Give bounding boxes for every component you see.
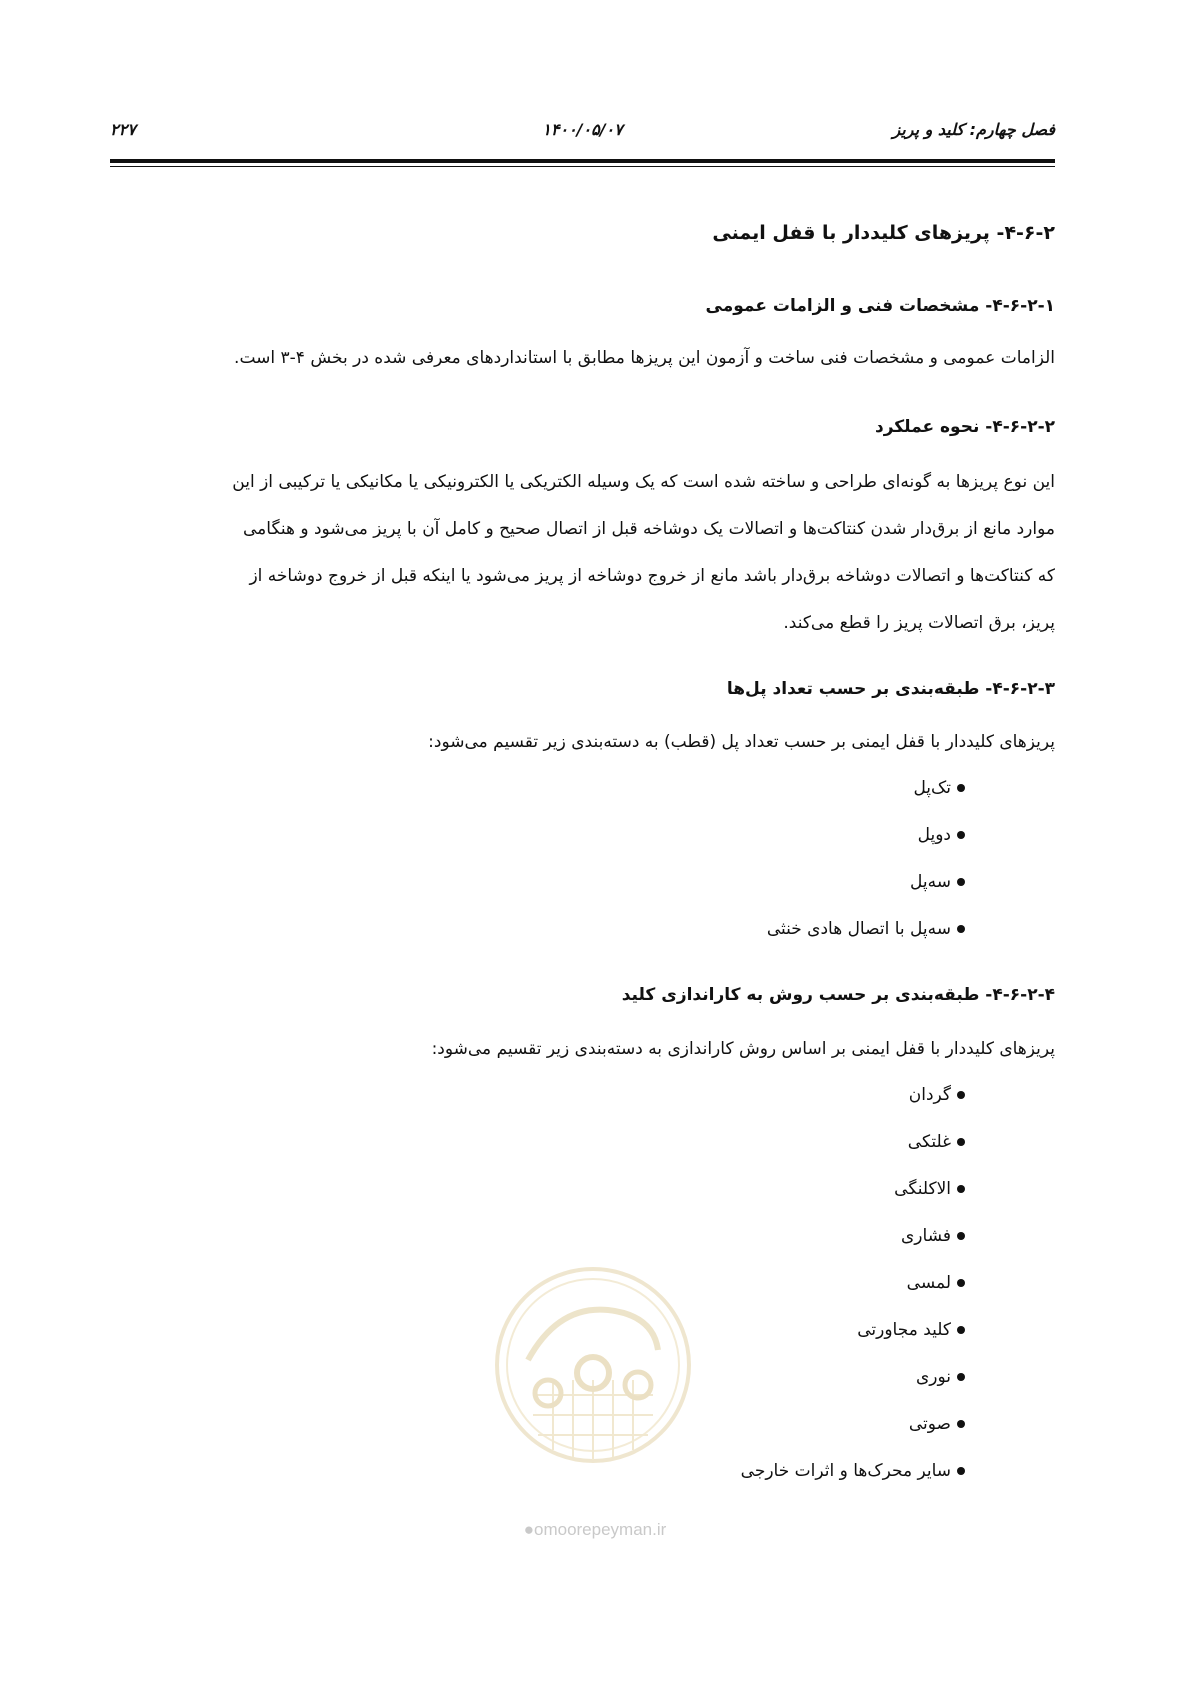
list-item: دوپل bbox=[918, 825, 965, 845]
paragraph-2 bbox=[118, 459, 1055, 647]
section-title: ۴-۶-۲- پریزهای کلیددار با قفل ایمنی bbox=[712, 222, 1055, 244]
bullet-icon bbox=[957, 1185, 965, 1193]
list-item: فشاری bbox=[901, 1226, 965, 1246]
subsection-heading-4: ۴-۶-۲-۴- طبقه‌بندی بر حسب روش به کاراندازی کلید bbox=[621, 985, 1055, 1005]
bullet-icon bbox=[957, 1467, 965, 1475]
header-date: ۱۴۰۰/۰۵/۰۷ bbox=[542, 120, 623, 139]
watermark-logo-icon: ● bbox=[523, 1520, 534, 1539]
list-item: کلید مجاورتی bbox=[857, 1320, 965, 1340]
paragraph-2-line: موارد مانع از برق‌دار شدن کنتاکت‌ها و اتصالات یک دوشاخه قبل از اتصال صحیح و کامل آن با پریز می‌شود و هنگامی bbox=[243, 519, 1055, 539]
watermark-url: ●omoorepeyman.ir bbox=[523, 1520, 667, 1539]
bullet-icon bbox=[957, 1279, 965, 1287]
bullet-icon bbox=[957, 784, 965, 792]
list-item: نوری bbox=[916, 1367, 965, 1387]
bullet-icon bbox=[957, 925, 965, 933]
paragraph-1: الزامات عمومی و مشخصات فنی ساخت و آزمون این پریزها مطابق با استانداردهای معرفی شده در بخش ۴-۳ است. bbox=[234, 348, 1055, 368]
bullet-icon bbox=[957, 1138, 965, 1146]
list-item: غلتکی bbox=[908, 1132, 965, 1152]
paragraph-2-line: این نوع پریزها به گونه‌ای طراحی و ساخته شده است که یک وسیله الکتریکی یا الکترونیکی یا مکانیکی یا ترکیبی از این bbox=[232, 472, 1055, 492]
watermark-seal-icon bbox=[488, 1265, 698, 1465]
bullet-icon bbox=[957, 1373, 965, 1381]
bullet-icon bbox=[957, 1232, 965, 1240]
intro-4: پریزهای کلیددار با قفل ایمنی بر اساس روش کاراندازی به دسته‌بندی زیر تقسیم می‌شود: bbox=[431, 1039, 1055, 1059]
list-item: سه‌پل با اتصال هادی خنثی bbox=[767, 919, 965, 939]
subsection-heading-1: ۴-۶-۲-۱- مشخصات فنی و الزامات عمومی bbox=[705, 296, 1055, 316]
subsection-heading-2: ۴-۶-۲-۲- نحوه عملکرد bbox=[874, 417, 1055, 437]
list-item: سایر محرک‌ها و اثرات خارجی bbox=[741, 1461, 965, 1481]
list-item: سه‌پل bbox=[910, 872, 965, 892]
bullet-icon bbox=[957, 1091, 965, 1099]
list-item: صوتی bbox=[909, 1414, 965, 1434]
paragraph-2-line: پریز، برق اتصالات پریز را قطع می‌کند. bbox=[783, 613, 1055, 633]
bullet-icon bbox=[957, 878, 965, 886]
bullet-icon bbox=[957, 831, 965, 839]
list-item: لمسی bbox=[907, 1273, 965, 1293]
chapter-title: فصل چهارم: کلید و پریز bbox=[892, 120, 1055, 139]
list-item: الاکلنگی bbox=[894, 1179, 965, 1199]
page-number: ۲۲۷ bbox=[110, 120, 136, 139]
intro-3: پریزهای کلیددار با قفل ایمنی بر حسب تعداد پل (قطب) به دسته‌بندی زیر تقسیم می‌شود: bbox=[428, 732, 1055, 752]
subsection-heading-3: ۴-۶-۲-۳- طبقه‌بندی بر حسب تعداد پل‌ها bbox=[726, 679, 1055, 699]
paragraph-2-line: که کنتاکت‌ها و اتصالات دوشاخه برق‌دار باشد مانع از خروج دوشاخه از پریز می‌شود یا اینکه قبل از خروج دوشاخه از bbox=[249, 566, 1055, 586]
bullet-icon bbox=[957, 1326, 965, 1334]
bullet-icon bbox=[957, 1420, 965, 1428]
list-item: گردان bbox=[909, 1085, 965, 1105]
list-item: تک‌پل bbox=[913, 778, 965, 798]
